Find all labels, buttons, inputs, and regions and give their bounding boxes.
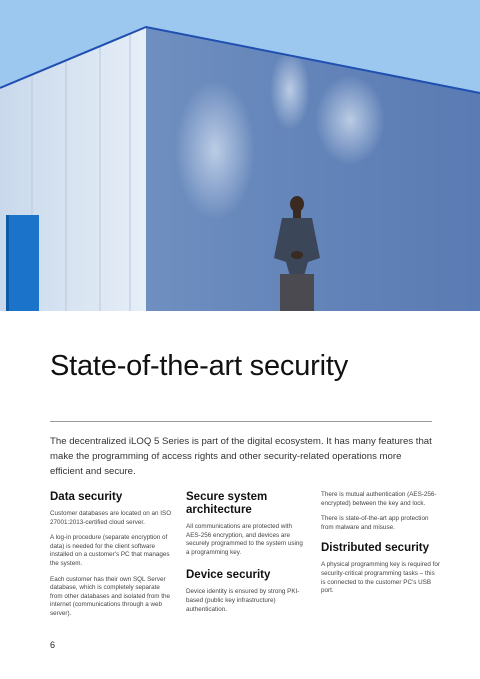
intro-paragraph: The decentralized iLOQ 5 Series is part of the digital ecosystem. It has many features that make the programming of access rights and other security-related operations more efficient and secure. [50,436,432,477]
device-security-heading: Device security [186,569,271,582]
system-architecture-paragraph: All communications are protected with AES-256 encryption, and devices are securely programmed to the system using a programming key. [186,523,303,556]
data-security-heading: Data security [50,491,123,503]
mutual-auth-paragraph: There is mutual authentication (AES-256-encrypted) between the key and lock. [321,491,437,507]
data-security-paragraph-2: A log-in procedure (separate encryption of data) is needed for the client software installed on a customer's PC that manages the system. [50,534,170,567]
system-architecture-heading: Secure system architecture [186,491,268,516]
device-security-paragraph: Device identity is ensured by strong PKI-based (public key infrastructure) authentication. [186,588,300,613]
app-protection-paragraph: There is state-of-the-art app protection from malware and misuse. [321,515,429,531]
column-data-security [50,491,172,626]
data-security-paragraph-3: Each customer has their own SQL Server database, which is completely separate from other databases and isolated from the internet (communications through a web server). [50,575,171,617]
page-title: State-of-the-art security [50,350,348,382]
page-number: 6 [50,640,56,650]
building-with-man-photo [0,0,480,311]
hero-photo [0,0,480,311]
distributed-security-paragraph: A physical programming key is required for security-critical programming tasks – this is connected to the customer PC's USB port. [321,561,440,595]
column-architecture [186,491,308,621]
column-distributed [321,491,441,603]
data-security-paragraph-1: Customer databases are located on an ISO 27001:2013-certified cloud server. [50,510,172,526]
title-divider [50,421,432,422]
distributed-security-heading: Distributed security [321,542,429,555]
